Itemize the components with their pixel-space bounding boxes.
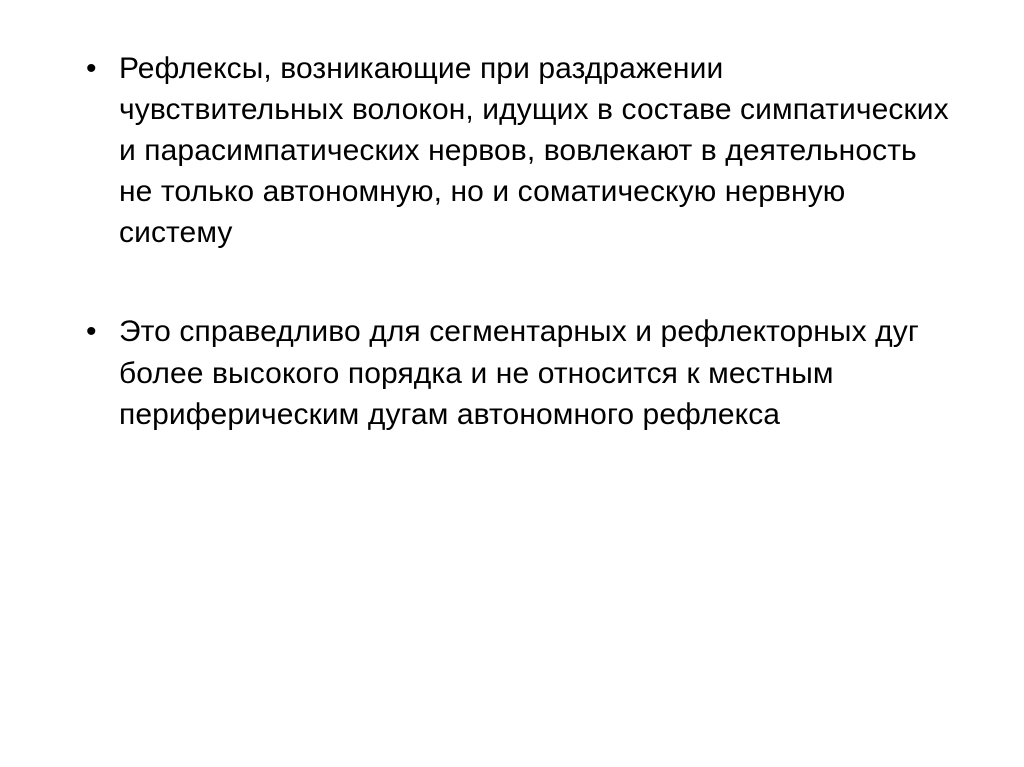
bullet-list [70,48,954,435]
list-item [70,48,954,253]
list-item [70,311,954,434]
list-item-text: Рефлексы, возникающие при раздражении чувствительных волокон, идущих в составе симпатических и парасимпатических нервов, вовлекают в деятельность не только автономную, но и соматическую нервную систему [119,52,949,250]
bullet-marker-icon: • [86,315,97,349]
bullet-marker-icon: • [86,52,97,85]
list-item-text: Это справедливо для сегментарных и рефлекторных дуг более высокого порядка и не относится к местным периферическим дугам автономного рефлекса [119,315,919,431]
